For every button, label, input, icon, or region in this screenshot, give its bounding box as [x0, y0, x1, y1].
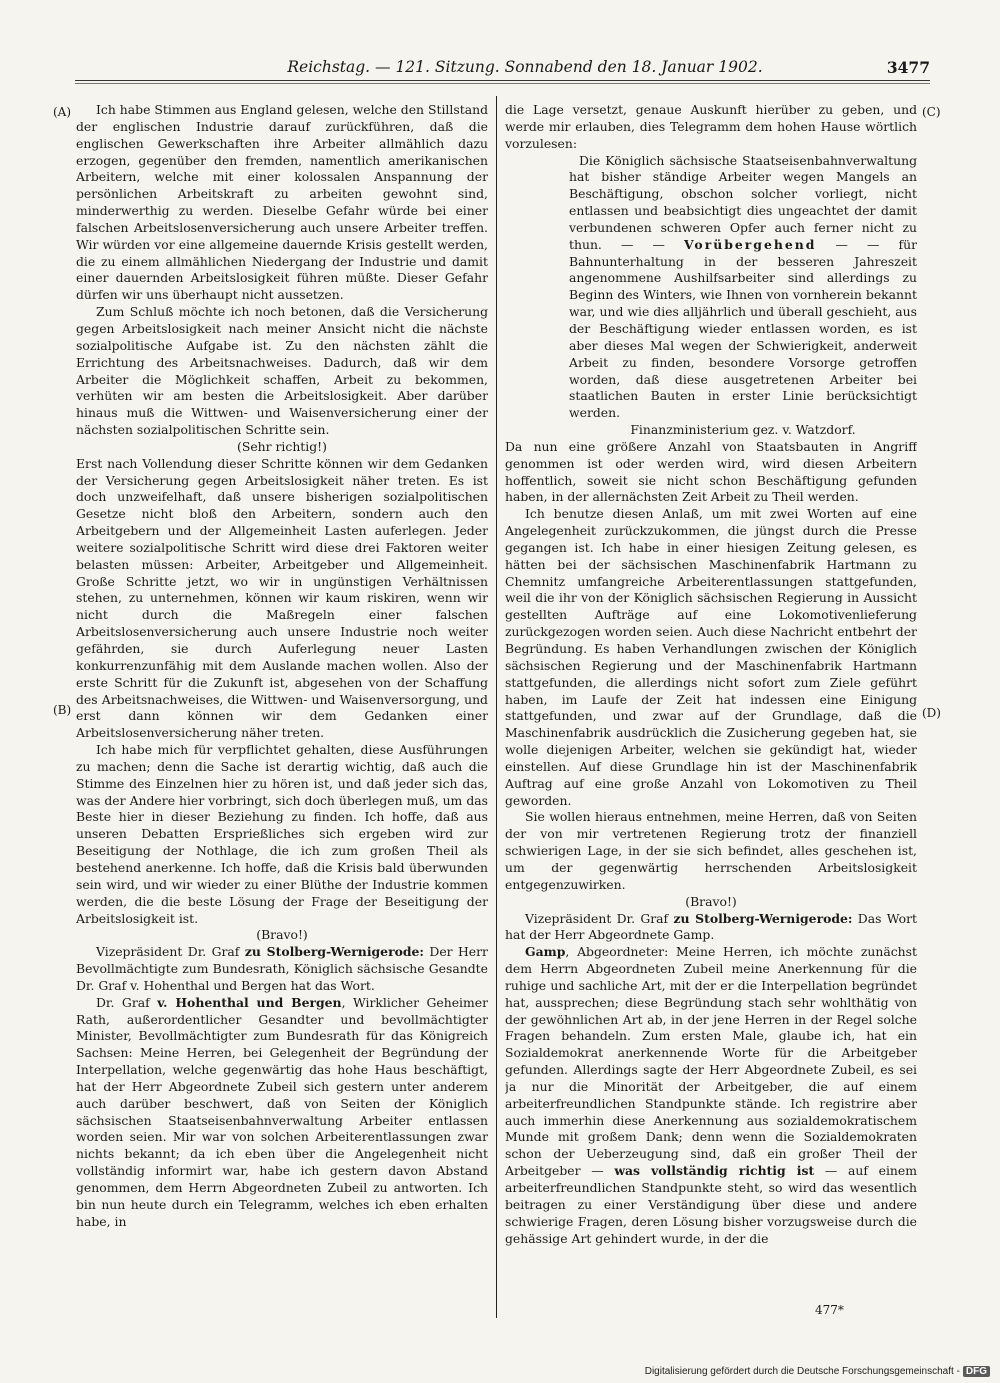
header-rule — [75, 80, 930, 81]
paragraph: Erst nach Vollendung dieser Schritte können wir dem Gedanken der Versicherung gegen Arbeitslosigkeit näher treten. Es ist doch unzweifelhaft, daß unsere bisherigen sozialpolitischen Gesetze nicht bloß den Arbeitern, sondern auch den Arbeitgebern und der Allgemeinheit Lasten auferlegen. Jeder weitere sozialpolitische Schritt wird diese drei Faktoren weiter belasten müssen: Arbeiter, Arbeitgeber und Allgemeinheit. Große Schritte jetzt, wo wir in ungünstigen Verhältnissen stehen, zu unternehmen, können wir kaum riskiren, wenn wir nicht durch die Maßregeln einer falschen Arbeitslosenversicherung auch unsere Industrie noch weiter gefährden, sie durch Auferlegung neuer Lasten konkurrenzunfähig mit dem Auslande machen wollen. Also der erste Schritt für die Zukunft ist, abgesehen von der Schaffung des Arbeitsnachweises, die Wittwen- und Waisenversorgung, und erst dann können wir dem Gedanken einer Arbeitslosenversicherung näher treten. — [76, 455, 488, 741]
paragraph: Zum Schluß möchte ich noch betonen, daß die Versicherung gegen Arbeitslosigkeit nach meiner Ansicht nicht die nächste sozialpolitische Aufgabe ist. Zu den nächsten zählt die Errichtung des Arbeitsnachweises. Dadurch, daß wir dem Arbeiter die Möglichkeit schaffen, Arbeit zu bekommen, verhüten wir am besten die Arbeitslosigkeit. Aber darüber hinaus muß die Wittwen- und Waisenversicherung einer der nächsten sozialpolitischen Schritte sein. — [76, 304, 488, 438]
paragraph: Ich habe mich für verpflichtet gehalten, diese Ausführungen zu machen; denn die Sache ist derartig wichtig, daß auch die Stimme des Einzelnen hier zu hören ist, und daß jeder sich das, was der Andere hier vorbringt, sich doch überlegen muß, um das Beste hier in dieser Beziehung zu finden. Ich hoffe, daß aus unseren Debatten Ersprießliches sich ergeben wird zur Beseitigung der Nothlage, die ich zum großen Theil als bestehend anerkenne. Ich hoffe, daß die Krisis bald überwunden sein wird, und wir wieder zu einer Blüthe der Industrie kommen werden, die die beste Lösung der Frage der Beseitigung der Arbeitslosigkeit ist. — [76, 742, 488, 926]
quote-text — [569, 153, 917, 423]
digitization-footer — [600, 1366, 990, 1380]
paragraph: Da nun eine größere Anzahl von Staatsbauten in Angriff genommen ist oder werden wird, wird diesen Arbeitern hoffentlich, soweit sie nicht schon Beschäftigung gefunden haben, in der allernächsten Zeit Arbeit zu Theil werden. — [505, 438, 917, 505]
margin-marker-b: (B) — [53, 703, 72, 717]
footer-text: Digitalisierung gefördert durch die Deutsche Forschungsgemeinschaft - — [644, 1366, 960, 1377]
page-number: 3477 — [886, 58, 930, 77]
right-column — [505, 102, 917, 1302]
dfg-logo: DFG — [963, 1366, 990, 1377]
running-title: Reichstag. — 121. Sitzung. Sonnabend den 18. Januar 1902. — [287, 58, 763, 76]
quote-signature: Finanzministerium gez. v. Watzdorf. — [630, 422, 856, 438]
speaker-text: — auf einem arbeiterfreundlichen Standpunkte steht, so wird das wesentlich beitragen zu einer Verständigung über diese und andere schwierige Fragen, deren Lösung bisher vorzugsweise durch die gehässige Art gehindert wurde, in der die — [505, 1163, 917, 1246]
speaker-name: Gamp — [525, 944, 566, 960]
speaker-name: v. Hohenthal und Bergen — [157, 994, 342, 1010]
speaker-title: Vizepräsident Dr. Graf — [525, 910, 674, 926]
interjection: (Bravo!) — [685, 893, 737, 909]
speaker-paragraph — [505, 944, 917, 1247]
speaker-text: Das Wort hat der Herr Abgeordnete Gamp. — [505, 910, 917, 943]
speaker-title: Dr. Graf — [96, 994, 158, 1010]
paragraph: die Lage versetzt, genaue Auskunft hierüber zu geben, und werde mir erlauben, dies Telegramm dem hohen Hause wörtlich vorzulesen: — [505, 102, 917, 151]
header-rule-secondary — [75, 83, 930, 84]
page-header — [60, 58, 930, 82]
speaker-paragraph — [505, 911, 917, 945]
quote-part: Die Königlich sächsische Staatseisenbahnverwaltung hat bisher ständige Arbeiter wegen Mangels an Beschäftigung, obschon solcher vorliegt, nicht entlassen und beabsichtigt dies ungeachtet der damit verbundenen schweren Opfer auch ferner nicht zu thun. — — — [569, 152, 917, 252]
speaker-name: zu Stolberg-Wernigerode: — [673, 910, 853, 926]
margin-marker-d: (D) — [922, 706, 941, 720]
margin-marker-a: (A) — [53, 105, 72, 119]
sheet-signature: 477* — [815, 1303, 844, 1317]
speaker-text: , Abgeordneter: Meine Herren, ich möchte zunächst dem Herrn Abgeordneten Zubeil meine Anerkennung für die ruhige und sachliche Art, mit der er die Interpellation begründet hat, aussprechen; diese Begründung stach sehr wohlthätig von der gewöhnlichen Art ab, in der jene Herren in der Regel solche Fragen behandeln. Zum ersten Male, glaube ich, hat ein Sozialdemokrat anerkennende Worte für die Arbeitgeber gefunden. Allerdings sagte der Herr Abgeordnete Zubeil, es sei ja nur die Minorität der Arbeitgeber, die auf einem arbeiterfreundlichen Standpunkte stände. Ich registrire aber auch immerhin diese Anerkennung aus sozialdemokratischem Munde mit großem Dank; denn wenn die Sozialdemokraten schon der Ueberzeugung sind, daß ein großer Theil der Arbeitgeber — — [505, 944, 917, 1179]
margin-marker-c: (C) — [922, 105, 941, 119]
speaker-name: zu Stolberg-Wernigerode: — [244, 944, 424, 960]
interjection: (Bravo!) — [256, 927, 308, 943]
speaker-paragraph — [76, 944, 488, 995]
paragraph: Sie wollen hieraus entnehmen, meine Herren, daß von Seiten der von mir vertretenen Regierung trotz der finanziell schwierigen Lage, in der sie sich befindet, alles geschehen ist, um der gegenwärtig herrschenden Arbeitslosigkeit entgegenzuwirken. — [505, 809, 917, 892]
telegram-quote — [569, 153, 917, 439]
column-divider — [496, 96, 497, 1318]
quote-emphasis: Vorübergehend — [683, 236, 817, 252]
quote-part: — — für Bahnunterhaltung in der besseren Jahreszeit angenommene Aushilfsarbeiter sind allerdings zu Beginn des Winters, wie Ihnen von vornherein bekannt war, und wie dies alljährlich und überall geschieht, aus der Beschäftigung wieder entlassen worden, es ist aber dieses Mal wegen der Schwierigkeit, anderweit Arbeit zu finden, besondere Vorsorge getroffen worden, daß diese ausgetretenen Arbeiter bei staatlichen Bauten in erster Linie berücksichtigt werden. — [569, 236, 917, 421]
paragraph: Ich habe Stimmen aus England gelesen, welche den Stillstand der englischen Industrie darauf zurückführen, daß die englischen Gewerkschaften ihre Arbeiter allmählich dazu erzogen, gegenüber den fremden, namentlich amerikanischen Arbeitern, welche mit einer kolossalen Anspannung der persönlichen Arbeitskraft zu arbeiten gewohnt sind, minderwerthig zu werden. Dieselbe Gefahr würde bei einer falschen Arbeitslosenversicherung auch unsere Arbeiter treffen. Wir würden vor eine allgemeine dauernde Krisis gestellt werden, die zu einem allmählichen Niedergang der Industrie und damit einer dauernden Arbeitslosigkeit führen müßte. Dieser Gefahr dürfen wir uns überhaupt nicht aussetzen. — [76, 102, 488, 303]
speaker-emphasis: was vollständig richtig ist — [614, 1163, 815, 1179]
speaker-text: Der Herr Bevollmächtigte zum Bundesrath, Königlich sächsische Gesandte Dr. Graf v. Hohenthal und Bergen hat das Wort. — [76, 944, 488, 993]
speaker-paragraph — [76, 995, 488, 1231]
speaker-title: Vizepräsident Dr. Graf — [96, 944, 245, 960]
paragraph: Ich benutze diesen Anlaß, um mit zwei Worten auf eine Angelegenheit zurückzukommen, die jüngst durch die Presse gegangen ist. Ich habe in einer hiesigen Zeitung gelesen, es hätten bei der sächsischen Maschinenfabrik Hartmann zu Chemnitz umfangreiche Arbeiterentlassungen stattgefunden, weil die ihr von der Königlich sächsischen Regierung in Aussicht gestellten Aufträge auf eine Lokomotivenlieferung zurückgezogen worden seien. Auch diese Nachricht entbehrt der Begründung. Es haben Verhandlungen zwischen der Königlich sächsischen Regierung und der Maschinenfabrik Hartmann stattgefunden, die allerdings nicht sofort zum Ziele geführt haben, im Laufe der Zeit hat indessen eine Einigung stattgefunden, und zwar auf der Grundlage, daß die Maschinenfabrik ausdrücklich die Zusicherung gegeben hat, sie wolle diejenigen Arbeiter, welchen sie gekündigt hat, wieder einstellen. Auf diese Grundlage hin ist der Maschinenfabrik Auftrag auf eine große Anzahl von Lokomotiven zu Theil geworden. — [505, 506, 917, 808]
speaker-text: , Wirklicher Geheimer Rath, außerordentlicher Gesandter und bevollmächtigter Minister, Bevollmächtigter zum Bundesrath für das Königreich Sachsen: Meine Herren, bei Gelegenheit der Begründung der Interpellation, welche gegenwärtig das hohe Haus beschäftigt, hat der Herr Abgeordnete Zubeil sich gestern unter anderem auch darüber beschwert, daß von Seiten der Königlich sächsischen Staatseisenbahnverwaltung Arbeiter entlassen worden seien. Mir war von solchen Arbeiterentlassungen zwar nichts bekannt; da ich eben über die Angelegenheit nicht vollständig informirt war, habe ich gestern davon Abstand genommen, dem Herrn Abgeordneten Zubeil zu antworten. Ich bin nun heute durch ein Telegramm, welches ich eben erhalten habe, in — [76, 994, 488, 1229]
left-column — [76, 102, 488, 1302]
interjection: (Sehr richtig!) — [237, 438, 327, 454]
